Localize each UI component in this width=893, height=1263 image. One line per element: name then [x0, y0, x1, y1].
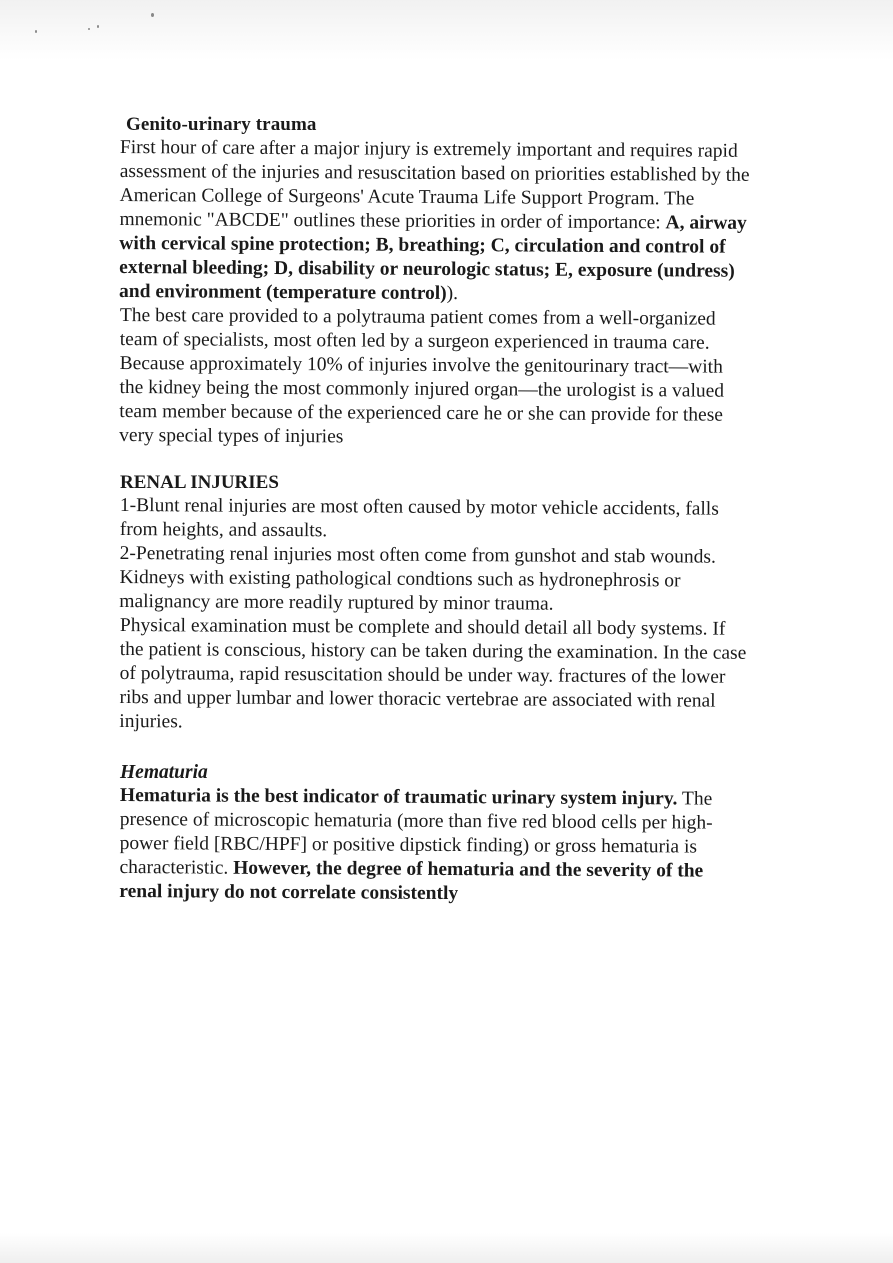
paragraph-renal-causes	[119, 494, 750, 618]
renal-cause-pathological: Kidneys with existing pathological condtions such as hydronephrosis or malignancy are more readily ruptured by minor trauma.	[119, 566, 681, 615]
scan-speck	[151, 13, 154, 17]
paragraph-polytrauma-team: The best care provided to a polytrauma patient comes from a well-organized team of specialists, most often led by a surgeon experienced in trauma care. Because approximately 10% of injuries involve the genitourinary tract—with the kidney being the most commonly injured organ—the urologist is a valued team member because of the experienced care he or she can provide for these very special types of injuries	[119, 305, 725, 448]
paragraph-physical-exam: Physical examination must be complete and should detail all body systems. If the patient is conscious, history can be taken during the examination. In the case of polytrauma, rapid resuscitation should be under way. fractures of the lower ribs and upper lumbar and lower thoracic vertebrae are associated with renal injuries.	[119, 615, 747, 733]
heading-hematuria: Hematuria	[120, 762, 208, 783]
hematuria-key-statement: Hematuria is the best indicator of traumatic urinary system injury.	[119, 785, 678, 810]
renal-cause-penetrating: 2-Penetrating renal injuries most often come from gunshot and stab wounds.	[119, 542, 716, 568]
document-body	[120, 108, 750, 904]
hematuria-description: The presence of microscopic hematuria (more than five red blood cells per high-power field [RBC/HPF] or positive dipstick finding) or gross hematuria is characteristic.	[119, 788, 713, 879]
paragraph-abcde	[119, 136, 750, 308]
paragraph-abcde-end: ).	[446, 282, 459, 305]
scan-shadow-top	[0, 0, 893, 60]
paragraph-abcde-intro: First hour of care after a major injury is extremely important and requires rapid assessment of the injuries and resuscitation based on priorities established by the American College of Surgeons' Acute Trauma Life Support Program. The mnemonic "ABCDE" outlines these priorities in order of importance:	[119, 136, 750, 234]
heading-renal-injuries: RENAL INJURIES	[120, 472, 279, 493]
scan-shadow-bottom	[0, 1233, 893, 1263]
scan-speck	[97, 25, 99, 28]
renal-cause-blunt: 1-Blunt renal injuries are most often caused by motor vehicle accidents, falls from heights, and assaults.	[119, 494, 719, 542]
scan-speck	[88, 28, 90, 30]
paragraph-abcde-mnemonic: A, airway with cervical spine protection; B, breathing; C, circulation and control of external bleeding; D, disability or neurologic status; E, exposure (undress) and environment (temperature control)	[118, 212, 747, 304]
scan-speck	[35, 30, 37, 33]
paragraph-hematuria	[119, 784, 750, 908]
document-title: Genito-urinary trauma	[126, 114, 317, 135]
hematuria-correlation-note: However, the degree of hematuria and the severity of the renal injury do not correlate consistently	[119, 857, 704, 905]
